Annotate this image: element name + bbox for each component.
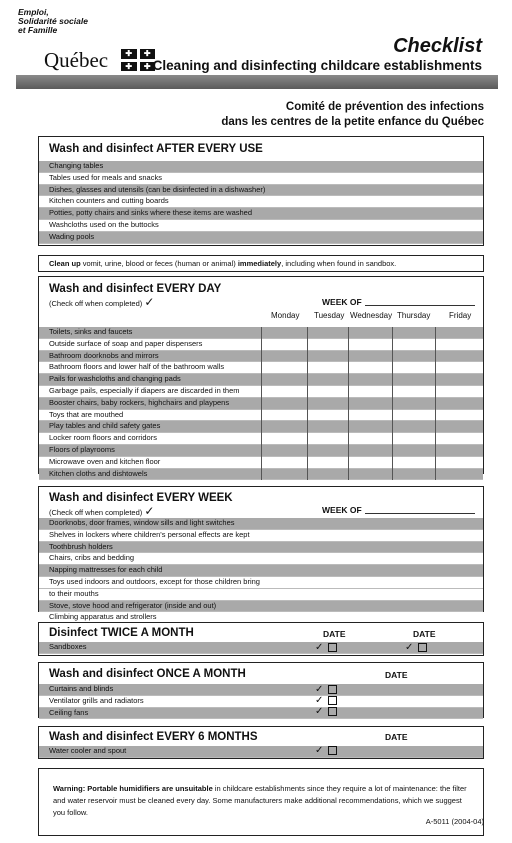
list-item: Stove, stove hood and refrigerator (inside and out) xyxy=(39,601,483,613)
ministry-line: Emploi, xyxy=(18,7,49,17)
list-item: Pails for washcloths and changing pads xyxy=(39,374,483,386)
list-item: Toilets, sinks and faucets xyxy=(39,327,483,339)
item-list xyxy=(39,746,483,758)
week-of-field[interactable] xyxy=(365,513,475,514)
section-subtext xyxy=(39,504,483,518)
committee-line: Comité de prévention des infections xyxy=(285,101,484,113)
warning-text: in childcare establishments since they require a lot of maintenance: the filter and water reservoir must be cleaned every day. Some manufacturers make additional recommendations, which we suggest you follow. xyxy=(53,784,467,817)
list-item: Toys used indoors and outdoors, except for those children bring xyxy=(39,577,483,589)
checkbox[interactable] xyxy=(328,707,337,716)
list-item: Doorknobs, door frames, window sills and light switches xyxy=(39,518,483,530)
list-item: Kitchen counters and cutting boards xyxy=(39,196,483,208)
committee-line: dans les centres de la petite enfance du Québec xyxy=(221,116,484,128)
section-heading: Wash and disinfect AFTER EVERY USE xyxy=(49,143,263,155)
checkbox[interactable] xyxy=(328,746,337,755)
week-of-label: WEEK OF xyxy=(322,297,362,307)
week-of-label: WEEK OF xyxy=(322,505,362,515)
day-tuesday: Tuesday xyxy=(314,311,345,320)
day-friday: Friday xyxy=(449,311,472,320)
warning-box xyxy=(38,768,484,836)
list-item: Bathroom floors and lower half of the bathroom walls xyxy=(39,362,483,374)
list-item: Changing tables xyxy=(39,161,483,173)
checkmark-icon: ✓ xyxy=(315,684,337,695)
item-list xyxy=(39,518,483,624)
list-item: Outside surface of soap and paper dispensers xyxy=(39,339,483,351)
page-title: Checklist xyxy=(393,35,482,57)
list-item: Locker room floors and corridors xyxy=(39,433,483,445)
week-of-field[interactable] xyxy=(365,305,475,306)
section-heading: Wash and disinfect EVERY WEEK xyxy=(49,492,233,504)
list-item: Bathroom doorknobs and mirrors xyxy=(39,351,483,363)
grid-column-line xyxy=(307,327,308,480)
ministry-line: et Famille xyxy=(18,25,58,35)
section-heading: Wash and disinfect EVERY 6 MONTHS xyxy=(49,731,258,743)
day-wednesday: Wednesday xyxy=(350,311,393,320)
checkbox[interactable] xyxy=(418,643,427,652)
date-label: DATE xyxy=(385,670,408,680)
checkbox[interactable] xyxy=(328,696,337,705)
grid-column-line xyxy=(392,327,393,480)
grid-column-line xyxy=(261,327,262,480)
checkmark-icon: ✓ xyxy=(315,706,337,717)
date-label: DATE xyxy=(385,732,408,742)
clean-up-label: Clean up xyxy=(49,259,81,268)
list-item: Toys that are mouthed xyxy=(39,410,483,422)
section-heading: Wash and disinfect ONCE A MONTH xyxy=(49,668,246,680)
ministry-name xyxy=(18,8,88,35)
list-item: Play tables and child safety gates xyxy=(39,421,483,433)
section-heading: Wash and disinfect EVERY DAY xyxy=(49,283,222,295)
check-instruction: (Check off when completed) xyxy=(49,299,143,308)
list-item: Floors of playrooms xyxy=(39,445,483,457)
form-code: A-5011 (2004-04) xyxy=(425,817,484,826)
clean-up-text: vomit, urine, blood or feces (human or animal) xyxy=(80,259,238,268)
list-item: Dishes, glasses and utensils (can be disinfected in a dishwasher) xyxy=(39,185,483,197)
section-every-6-months xyxy=(38,726,484,759)
warning-title: Warning: Portable humidifiers are unsuitable xyxy=(53,784,213,793)
committee-name xyxy=(221,100,484,130)
date-label: DATE xyxy=(323,629,346,639)
quebec-wordmark: Québec xyxy=(44,48,109,72)
list-item: to their mouths xyxy=(39,589,483,601)
section-every-week xyxy=(38,486,484,622)
list-item: Potties, potty chairs and sinks where these items are washed xyxy=(39,208,483,220)
list-item: Wading pools xyxy=(39,232,483,244)
checkmark-icon: ✓ xyxy=(315,745,337,756)
list-item: Napping mattresses for each child xyxy=(39,565,483,577)
date-label: DATE xyxy=(413,629,436,639)
list-item: Sandboxes xyxy=(39,642,483,654)
list-item: Ventilator grills and radiators xyxy=(39,696,483,708)
list-item: Toothbrush holders xyxy=(39,542,483,554)
weekday-header xyxy=(39,311,483,325)
list-item: Booster chairs, baby rockers, highchairs and playpens xyxy=(39,398,483,410)
list-item: Shelves in lockers where children's personal effects are kept xyxy=(39,530,483,542)
clean-up-emphasis: immediately xyxy=(237,259,282,268)
checkbox[interactable] xyxy=(328,643,337,652)
checkmark-icon: ✓ xyxy=(315,695,337,706)
section-once-a-month xyxy=(38,662,484,718)
grid-column-line xyxy=(435,327,436,480)
checkmark-icon: ✓ xyxy=(144,295,155,309)
day-thursday: Thursday xyxy=(397,311,431,320)
item-list xyxy=(39,161,483,244)
list-item: Chairs, cribs and bedding xyxy=(39,553,483,565)
list-item: Climbing apparatus and strollers xyxy=(39,612,483,624)
checkbox[interactable] xyxy=(328,685,337,694)
quebec-flag-icon: ✚ ✚ ✚ ✚ xyxy=(121,49,155,71)
page-subtitle: Cleaning and disinfecting childcare establishments xyxy=(152,58,482,73)
grid-column-line xyxy=(348,327,349,480)
section-twice-a-month xyxy=(38,622,484,656)
section-after-every-use xyxy=(38,136,484,246)
list-item: Curtains and blinds xyxy=(39,684,483,696)
header-divider-bar xyxy=(16,75,498,89)
day-monday: Monday xyxy=(271,311,300,320)
section-heading: Disinfect TWICE A MONTH xyxy=(49,627,194,639)
daily-grid xyxy=(39,327,483,480)
checkmark-icon: ✓ xyxy=(144,504,155,518)
checkmark-icon: ✓ xyxy=(315,642,337,653)
ministry-line: Solidarité sociale xyxy=(18,16,88,26)
clean-up-note xyxy=(38,255,484,272)
list-item: Tables used for meals and snacks xyxy=(39,173,483,185)
list-item: Microwave oven and kitchen floor xyxy=(39,457,483,469)
section-every-day xyxy=(38,276,484,478)
list-item: Washcloths used on the buttocks xyxy=(39,220,483,232)
list-item: Water cooler and spout xyxy=(39,746,483,758)
list-item: Kitchen cloths and dishtowels xyxy=(39,469,483,481)
checkmark-icon: ✓ xyxy=(405,642,427,653)
check-instruction: (Check off when completed) xyxy=(49,508,143,517)
list-item: Garbage pails, especially if diapers are discarded in them xyxy=(39,386,483,398)
clean-up-text: , including when found in sandbox. xyxy=(281,259,397,268)
list-item: Ceiling fans xyxy=(39,708,483,720)
section-subtext xyxy=(39,295,483,309)
item-list xyxy=(39,684,483,719)
